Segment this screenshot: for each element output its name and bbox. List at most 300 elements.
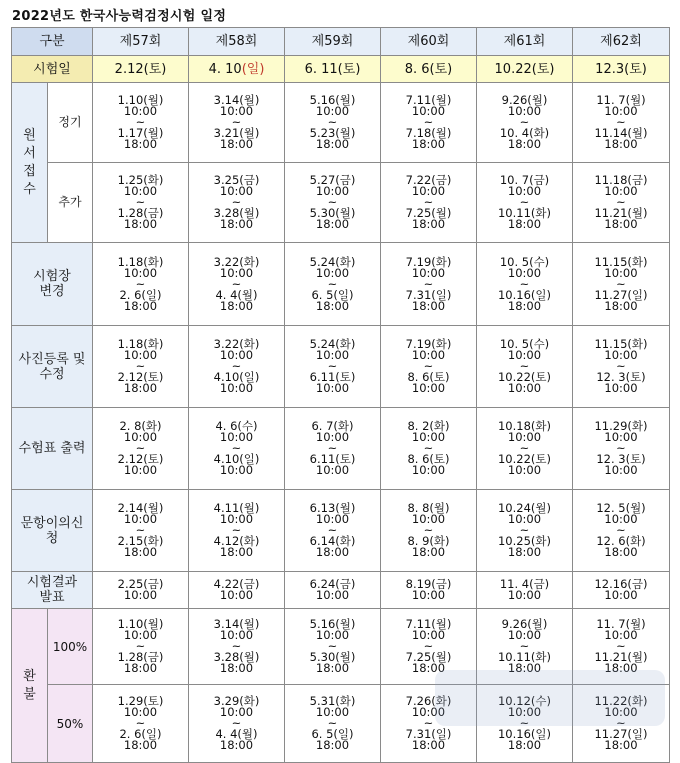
cell-line: ~	[231, 276, 242, 291]
cell-line: 6. 7(화)	[311, 419, 354, 433]
cell-line: ~	[135, 359, 146, 373]
cell-line: 7.19(화)	[405, 254, 452, 269]
cell-line: 7.22(금)	[405, 173, 452, 187]
schedule-cell	[93, 408, 189, 490]
exam-date: 10.22(토)	[477, 56, 573, 83]
cell-line: 3.29(화)	[213, 694, 260, 708]
session-header: 제62회	[573, 28, 670, 56]
cell-line: 10.16(일)	[497, 287, 551, 302]
cell-line: 10:00	[411, 705, 446, 719]
schedule-cell	[573, 326, 670, 408]
schedule-cell	[381, 685, 477, 763]
schedule-cell	[381, 163, 477, 243]
objection-row	[12, 490, 670, 572]
schedule-cell	[573, 609, 670, 685]
cell-line: 7.19(화)	[405, 337, 452, 351]
application-regular-row	[12, 83, 670, 163]
cell-line: 10.25(화)	[497, 534, 551, 548]
cell-line: 18:00	[219, 217, 254, 231]
cell-line: ~	[519, 523, 530, 537]
schedule-cell	[477, 243, 573, 326]
cell-line: 10:00	[604, 512, 638, 526]
cell-line: 10.11(화)	[497, 650, 551, 664]
cell-line: ~	[519, 359, 530, 373]
schedule-cell	[189, 685, 285, 763]
cell-line: 2.12(토)	[117, 452, 164, 466]
cell-line: 10:00	[604, 430, 638, 444]
schedule-cell	[93, 490, 189, 572]
cell-line: 10:00	[315, 463, 350, 477]
cell-line: 10.22(토)	[497, 452, 551, 466]
cell-line: 9.26(월)	[501, 617, 548, 631]
schedule-cell	[285, 572, 381, 609]
exam-day-label: 시험일	[12, 56, 93, 83]
application-regular-label: 정기	[48, 83, 93, 163]
cell-line: ~	[423, 115, 434, 129]
weekday-highlight: (일)	[241, 61, 265, 77]
cell-line: 18:00	[315, 137, 350, 151]
cell-line: 11.14(월)	[594, 126, 648, 140]
cell-line: 10:00	[411, 512, 446, 526]
cell-line: 7.31(일)	[405, 287, 452, 302]
cell-line: 18:00	[411, 298, 446, 313]
cell-line: 7.31(일)	[405, 727, 452, 741]
schedule-cell	[189, 572, 285, 609]
cell-line: 18:00	[507, 738, 542, 752]
schedule-cell	[477, 572, 573, 609]
cell-line: 1.28(금)	[117, 206, 164, 220]
cell-line: ~	[327, 523, 338, 537]
header-row	[12, 28, 670, 56]
cell-line: ~	[231, 115, 242, 129]
cell-line: 10.24(월)	[497, 501, 551, 515]
cell-line: 5.30(월)	[309, 206, 356, 220]
cell-line: 7.25(월)	[405, 650, 452, 664]
schedule-cell	[93, 572, 189, 609]
cell-line: 10:00	[604, 588, 638, 602]
cell-line: 18:00	[315, 545, 350, 559]
cell-line: 18:00	[123, 661, 158, 675]
schedule-cell	[477, 685, 573, 763]
schedule-cell	[285, 243, 381, 326]
cell-line: 10:00	[604, 463, 638, 477]
cell-line: ~	[519, 195, 530, 209]
cell-line: 10:00	[507, 588, 542, 602]
cell-line: 10:00	[219, 265, 254, 280]
cell-line: 12. 3(토)	[596, 452, 646, 466]
cell-line: 4. 4(월)	[215, 287, 258, 302]
schedule-cell	[285, 609, 381, 685]
cell-line: 10.18(화)	[497, 419, 551, 433]
cell-line: 10:00	[219, 348, 254, 362]
cell-line: 10:00	[411, 348, 446, 362]
cell-line: 11.27(일)	[594, 287, 648, 302]
cell-line: 18:00	[604, 738, 638, 752]
cell-line: 10:00	[507, 430, 542, 444]
cell-line: 2. 8(화)	[119, 419, 162, 433]
session-header: 제59회	[285, 28, 381, 56]
cell-line: 18:00	[411, 661, 446, 675]
cell-line: 11.27(일)	[594, 727, 648, 741]
label-line: 수험표 출력	[18, 441, 86, 456]
cell-line: 18:00	[507, 298, 542, 313]
venue-change-row	[12, 243, 670, 326]
exam-day-row	[12, 56, 670, 83]
cell-line: 10:00	[411, 628, 446, 642]
schedule-cell	[381, 243, 477, 326]
schedule-table	[11, 27, 670, 763]
cell-line: 11.15(화)	[594, 337, 648, 351]
cell-line: ~	[231, 359, 242, 373]
venue-change-label	[12, 243, 93, 326]
cell-line: 1.29(토)	[117, 694, 164, 708]
schedule-cell	[573, 408, 670, 490]
schedule-cell	[93, 685, 189, 763]
cell-line: 5.16(월)	[309, 617, 356, 631]
cell-line: 10:00	[123, 512, 158, 526]
cell-line: 8. 6(토)	[407, 452, 450, 466]
schedule-cell	[189, 83, 285, 163]
refund-half-label: 50%	[48, 685, 93, 763]
cell-line: 2. 6(일)	[119, 727, 162, 741]
schedule-cell	[381, 408, 477, 490]
cell-line: 10:00	[123, 348, 158, 362]
cell-line: 18:00	[507, 137, 542, 151]
schedule-cell	[477, 490, 573, 572]
cell-line: ~	[327, 195, 338, 209]
cell-line: 18:00	[219, 137, 254, 151]
cell-line: ~	[423, 523, 434, 537]
cell-line: 7.11(월)	[405, 93, 452, 107]
cell-line: 10:00	[123, 705, 158, 719]
schedule-cell	[477, 326, 573, 408]
category-header: 구분	[12, 28, 93, 56]
cell-line: 18:00	[123, 217, 158, 231]
cell-line: 10. 7(금)	[499, 173, 550, 187]
schedule-cell	[381, 572, 477, 609]
cell-line: 6.13(월)	[309, 501, 356, 515]
objection-label	[12, 490, 93, 572]
cell-line: 5.27(금)	[309, 173, 356, 187]
cell-line: 5.24(화)	[309, 337, 356, 351]
cell-line: 10:00	[507, 463, 542, 477]
cell-line: 6.14(화)	[309, 534, 356, 548]
schedule-cell	[381, 490, 477, 572]
cell-line: 10:00	[315, 104, 350, 118]
schedule-cell	[93, 243, 189, 326]
cell-line: 5.31(화)	[309, 694, 356, 708]
cell-line: ~	[327, 639, 338, 653]
session-header: 제60회	[381, 28, 477, 56]
session-header: 제57회	[93, 28, 189, 56]
cell-line: ~	[519, 115, 530, 129]
cell-line: 10:00	[604, 628, 638, 642]
cell-line: ~	[423, 359, 434, 373]
cell-line: ~	[231, 441, 242, 455]
cell-line: 4.10(일)	[213, 452, 260, 466]
cell-line: 18:00	[219, 738, 254, 752]
cell-line: 10:00	[219, 104, 254, 118]
cell-line: 3.28(월)	[213, 206, 260, 220]
schedule-cell	[189, 490, 285, 572]
cell-line: 8. 9(화)	[407, 534, 450, 548]
cell-line: 5.24(화)	[309, 254, 356, 269]
schedule-cell	[93, 609, 189, 685]
cell-line: 12.16(금)	[594, 577, 648, 591]
cell-line: 10:00	[507, 348, 542, 362]
results-row	[12, 572, 670, 609]
cell-line: ~	[327, 276, 338, 291]
cell-line: 1.18(화)	[117, 254, 164, 269]
cell-line: 8.19(금)	[405, 577, 452, 591]
cell-line: 18:00	[411, 137, 446, 151]
cell-line: 7.25(월)	[405, 206, 452, 220]
schedule-cell	[573, 83, 670, 163]
cell-line: 10:00	[219, 430, 254, 444]
cell-line: 18:00	[123, 545, 158, 559]
cell-line: 11.22(화)	[594, 694, 648, 708]
schedule-cell	[285, 685, 381, 763]
cell-line: 18:00	[123, 298, 158, 313]
cell-line: 18:00	[604, 217, 638, 231]
schedule-cell	[477, 408, 573, 490]
cell-line: 1.18(화)	[117, 337, 164, 351]
label-line: 시험결과	[26, 575, 78, 590]
cell-line: 2.25(금)	[117, 577, 164, 591]
ticket-row	[12, 408, 670, 490]
cell-line: ~	[327, 441, 338, 455]
cell-line: 10:00	[604, 184, 638, 198]
schedule-cell	[285, 490, 381, 572]
cell-line: ~	[519, 639, 530, 653]
cell-line: ~	[616, 115, 626, 129]
schedule-cell	[381, 326, 477, 408]
cell-line: 10:00	[604, 348, 638, 362]
cell-line: ~	[616, 639, 626, 653]
cell-line: 18:00	[507, 661, 542, 675]
cell-line: 2. 6(일)	[119, 287, 162, 302]
cell-line: 18:00	[315, 738, 350, 752]
cell-line: 18:00	[219, 545, 254, 559]
cell-line: 10:00	[411, 588, 446, 602]
ticket-label	[12, 408, 93, 490]
cell-line: 10.11(화)	[497, 206, 551, 220]
label-line: 청	[45, 530, 59, 546]
schedule-cell	[189, 408, 285, 490]
cell-line: 10:00	[123, 463, 158, 477]
cell-line: 11. 7(월)	[596, 93, 646, 107]
schedule-cell	[93, 163, 189, 243]
cell-line: 10:00	[315, 430, 350, 444]
cell-line: ~	[231, 195, 242, 209]
exam-date: 8. 6(토)	[381, 56, 477, 83]
cell-line: ~	[135, 195, 146, 209]
cell-line: 2.12(토)	[117, 370, 164, 384]
cell-line: 8. 6(토)	[407, 370, 450, 384]
cell-line: 10.16(일)	[497, 727, 551, 741]
cell-line: 1.10(월)	[117, 617, 164, 631]
cell-line: 11.21(월)	[594, 650, 648, 664]
schedule-cell	[93, 83, 189, 163]
cell-line: 7.18(월)	[405, 126, 452, 140]
cell-line: 10:00	[219, 381, 254, 395]
cell-line: 2.14(월)	[117, 501, 164, 515]
cell-line: ~	[135, 716, 146, 730]
schedule-cell	[573, 572, 670, 609]
cell-line: 4.11(월)	[213, 501, 260, 515]
cell-line: 8. 8(월)	[407, 501, 450, 515]
cell-line: 18:00	[411, 545, 446, 559]
label-line: 시험장	[33, 269, 71, 284]
schedule-cell	[285, 83, 381, 163]
cell-line: 18:00	[315, 661, 350, 675]
cell-line: 18:00	[123, 381, 158, 395]
cell-line: 2.15(화)	[117, 534, 164, 548]
refund-full-row	[12, 609, 670, 685]
cell-line: ~	[231, 523, 242, 537]
cell-line: ~	[616, 359, 626, 373]
cell-line: 5.23(월)	[309, 126, 356, 140]
schedule-cell	[189, 243, 285, 326]
cell-line: 18:00	[604, 298, 638, 313]
cell-line: ~	[519, 441, 530, 455]
cell-line: 10:00	[507, 184, 542, 198]
page-title: 2022년도 한국사능력검정시험 일정	[12, 9, 227, 24]
cell-line: ~	[423, 276, 434, 291]
cell-line: 10:00	[507, 705, 542, 719]
cell-line: 10:00	[604, 381, 638, 395]
label-char: 불	[23, 686, 36, 702]
cell-line: 10:00	[219, 705, 254, 719]
cell-line: 10:00	[507, 265, 542, 280]
cell-line: 6. 5(일)	[311, 287, 354, 302]
cell-line: 10.22(토)	[497, 370, 551, 384]
schedule-cell	[285, 408, 381, 490]
cell-line: 10:00	[315, 348, 350, 362]
cell-line: ~	[327, 359, 338, 373]
cell-line: 18:00	[123, 738, 158, 752]
schedule-cell	[189, 326, 285, 408]
refund-label	[12, 609, 48, 763]
cell-line: ~	[135, 276, 146, 291]
cell-line: ~	[616, 523, 626, 537]
cell-line: 10:00	[507, 104, 542, 118]
cell-line: 4. 4(월)	[215, 727, 258, 741]
photo-label	[12, 326, 93, 408]
cell-line: ~	[423, 441, 434, 455]
cell-line: ~	[519, 276, 530, 291]
cell-line: 18:00	[315, 298, 350, 313]
cell-line: ~	[519, 716, 530, 730]
schedule-cell	[573, 685, 670, 763]
cell-line: ~	[616, 276, 626, 291]
label-char: 환	[23, 668, 36, 684]
cell-line: 1.10(월)	[117, 93, 164, 107]
cell-line: 18:00	[507, 217, 542, 231]
exam-date-highlight: 4. 10(일)	[208, 61, 265, 77]
cell-line: 7.11(월)	[405, 617, 452, 631]
cell-line: 10:00	[123, 588, 158, 602]
schedule-cell	[285, 326, 381, 408]
cell-line: 5.16(월)	[309, 93, 356, 107]
cell-line: 6. 5(일)	[311, 727, 354, 741]
schedule-cell	[477, 609, 573, 685]
schedule-cell	[573, 243, 670, 326]
cell-line: 10:00	[123, 265, 158, 280]
cell-line: 12. 5(월)	[596, 501, 646, 515]
cell-line: 10:00	[123, 628, 158, 642]
cell-line: 11.21(월)	[594, 206, 648, 220]
cell-line: ~	[327, 716, 338, 730]
cell-line: 10:00	[604, 104, 638, 118]
label-char: 원	[23, 127, 36, 143]
cell-line: 10:00	[123, 104, 158, 118]
cell-line: ~	[135, 115, 146, 129]
cell-line: 10. 5(수)	[499, 254, 550, 269]
cell-line: 1.25(화)	[117, 173, 164, 187]
label-char: 수	[23, 181, 36, 197]
cell-line: 10:00	[219, 628, 254, 642]
cell-line: 11. 4(금)	[499, 577, 550, 591]
cell-line: 10:00	[315, 512, 350, 526]
cell-line: 10:00	[219, 463, 254, 477]
exam-date: 12.3(토)	[573, 56, 670, 83]
cell-line: 18:00	[411, 217, 446, 231]
cell-line: 10:00	[411, 265, 446, 280]
cell-line: 10:00	[315, 628, 350, 642]
schedule-cell	[189, 609, 285, 685]
cell-line: 10:00	[123, 184, 158, 198]
schedule-cell	[93, 326, 189, 408]
cell-line: 10:00	[123, 430, 158, 444]
cell-line: 5.30(월)	[309, 650, 356, 664]
results-label	[12, 572, 93, 609]
cell-line: ~	[135, 441, 146, 455]
cell-line: 11.18(금)	[594, 173, 648, 187]
cell-line: 3.28(월)	[213, 650, 260, 664]
cell-line: 4.12(화)	[213, 534, 260, 548]
cell-line: 18:00	[219, 298, 254, 313]
label-line: 발표	[39, 590, 65, 605]
session-header: 제61회	[477, 28, 573, 56]
cell-line: 18:00	[411, 738, 446, 752]
cell-line: ~	[423, 639, 434, 653]
cell-line: ~	[231, 716, 242, 730]
schedule-cell	[477, 163, 573, 243]
cell-line: ~	[135, 639, 146, 653]
cell-line: 8. 2(화)	[407, 419, 450, 433]
cell-line: 11.29(화)	[594, 419, 648, 433]
exam-date: 6. 11(토)	[285, 56, 381, 83]
photo-row	[12, 326, 670, 408]
exam-date	[189, 56, 285, 83]
cell-line: ~	[423, 716, 434, 730]
cell-line: 18:00	[219, 661, 254, 675]
cell-line: ~	[231, 639, 242, 653]
label-line: 수정	[39, 366, 65, 382]
cell-line: 10:00	[219, 184, 254, 198]
cell-line: ~	[616, 716, 626, 730]
schedule-cell	[477, 83, 573, 163]
cell-line: 10:00	[507, 381, 542, 395]
application-label	[12, 83, 48, 243]
refund-full-label: 100%	[48, 609, 93, 685]
cell-line: 10:00	[315, 381, 350, 395]
cell-line: 12. 6(화)	[596, 534, 646, 548]
label-line: 문항이의신	[20, 515, 84, 531]
cell-line: 10:00	[507, 512, 542, 526]
cell-line: 10:00	[411, 381, 446, 395]
